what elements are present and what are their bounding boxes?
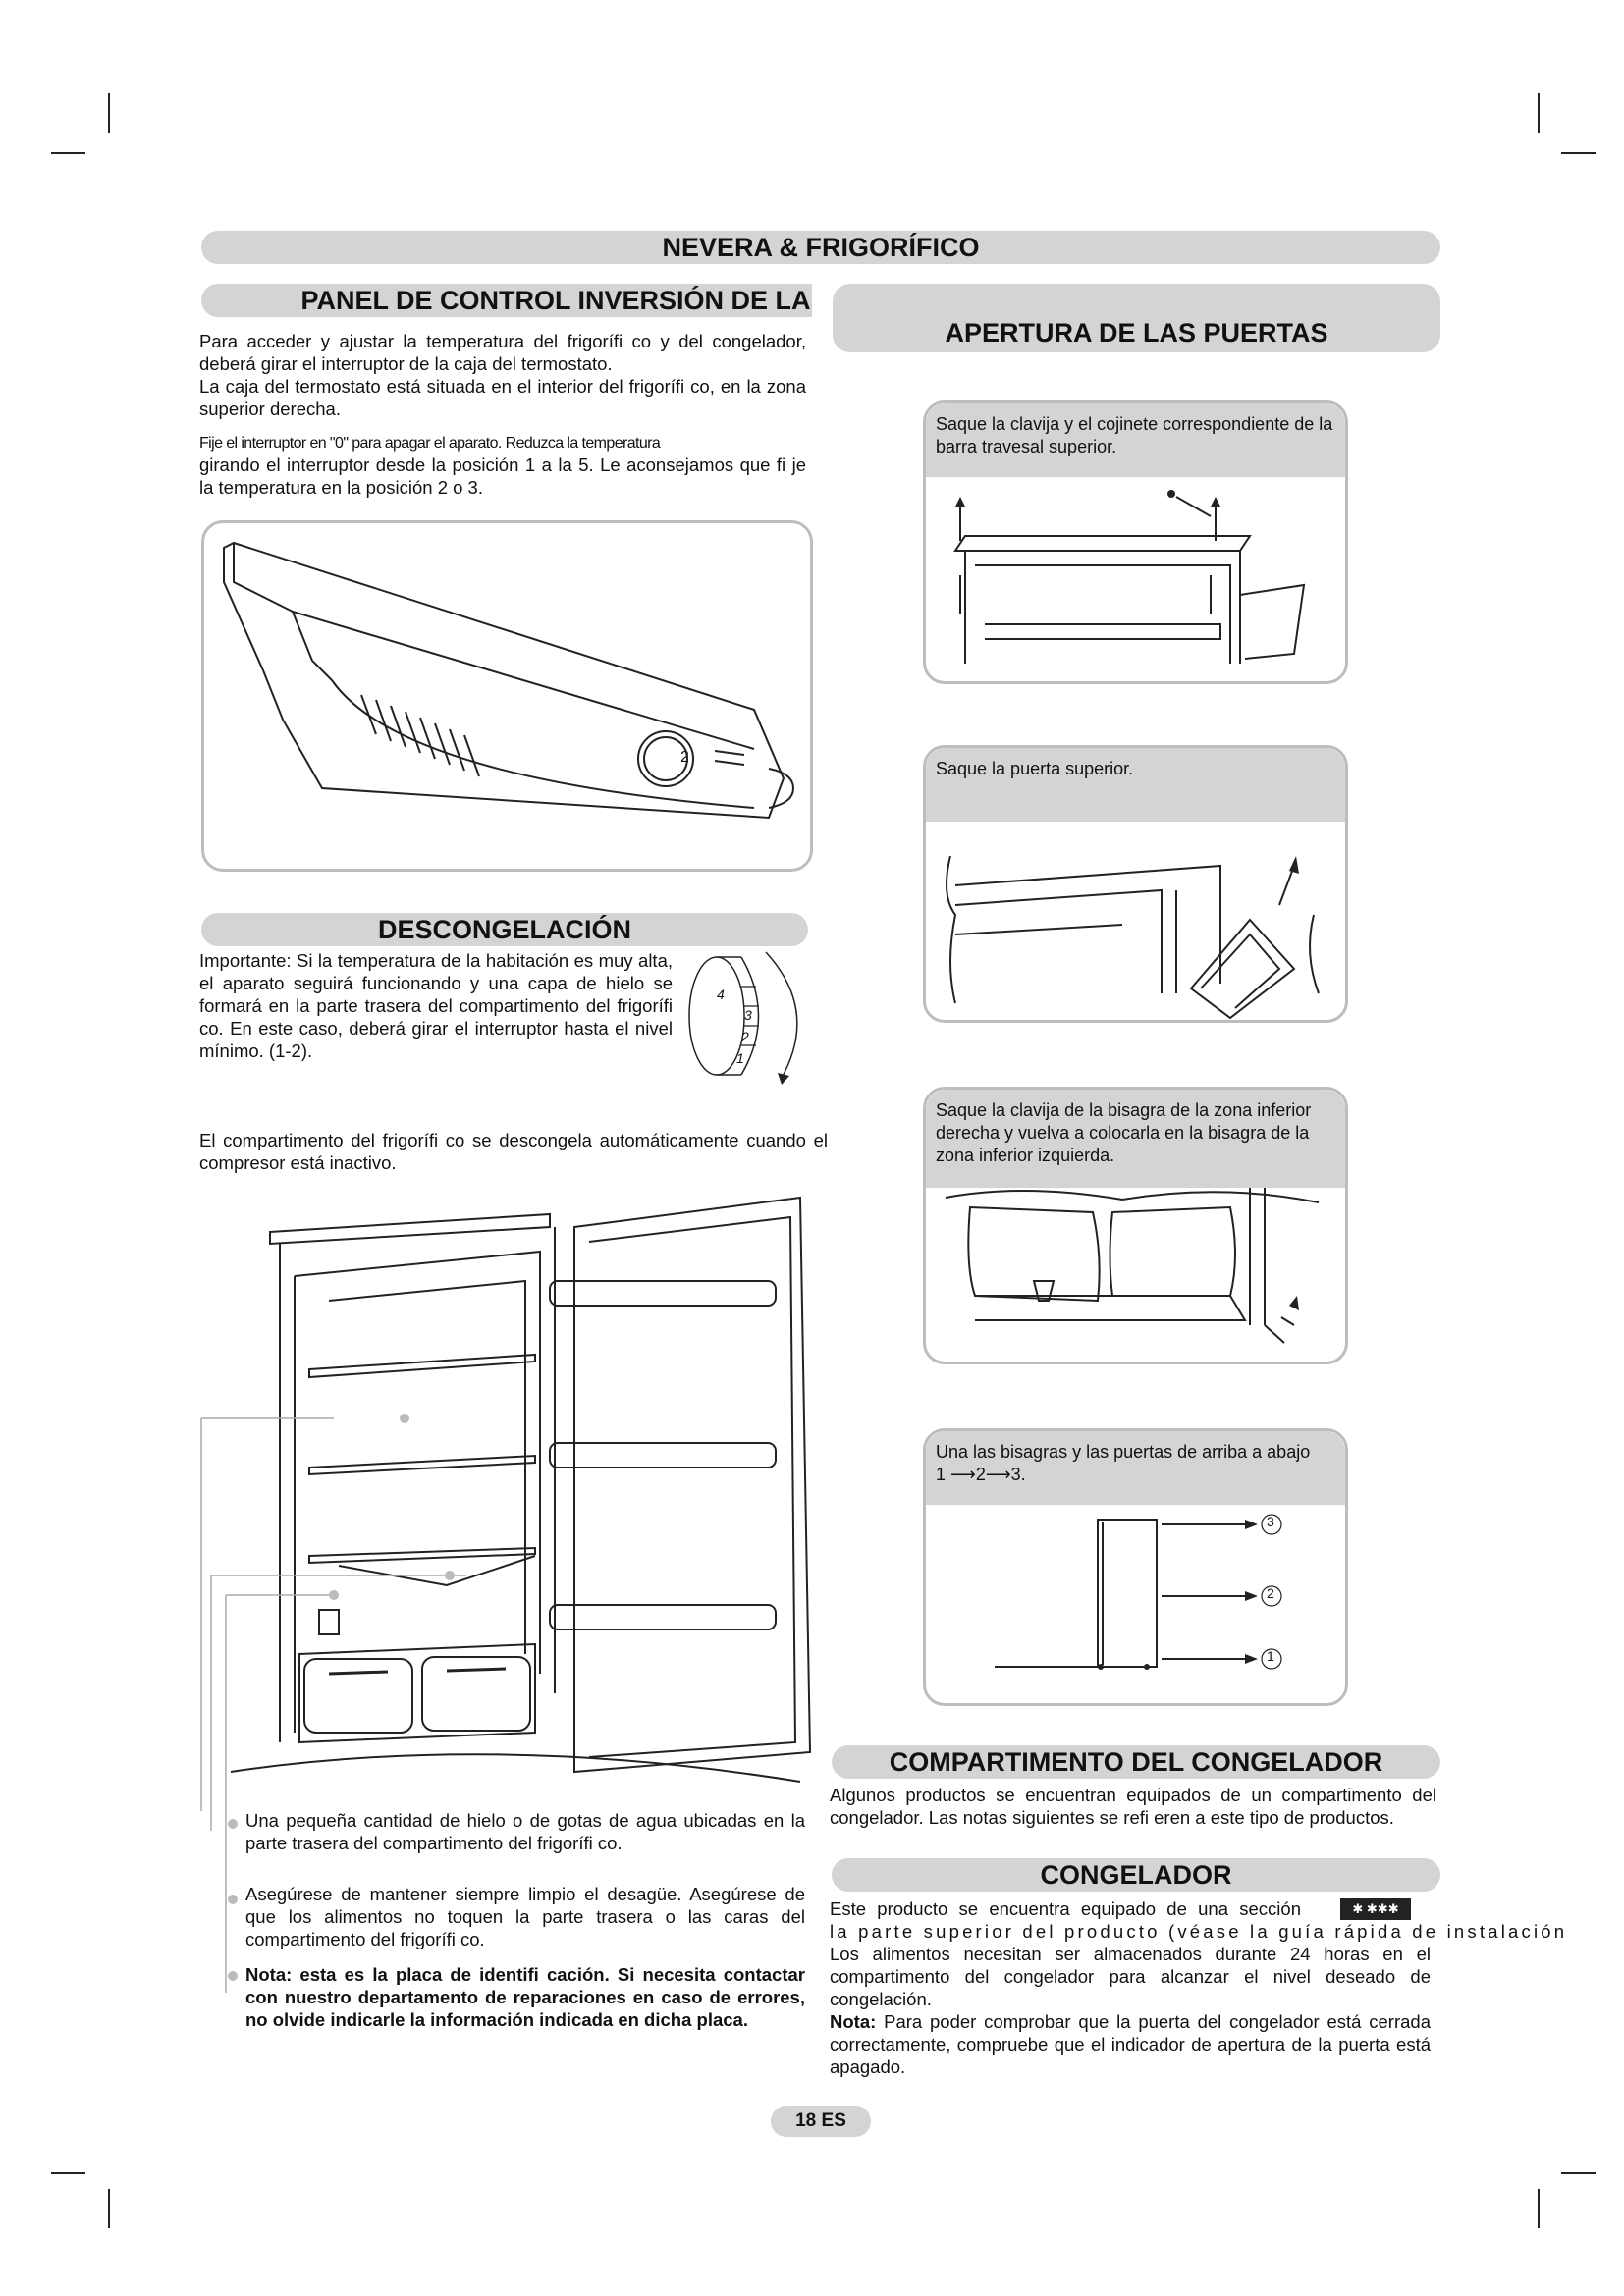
door-step-1-caption: Saque la clavija y el cojinete correspondiente de la barra travesal superior.: [926, 403, 1345, 477]
callout-dot: [400, 1414, 409, 1423]
crop-mark: [1538, 2189, 1540, 2228]
freezer-text-1-content: Este producto se encuentra equipado de una sección: [830, 1898, 1301, 1919]
fridge-interior-drawing: [201, 1183, 820, 1791]
door-step-4-sequence: 1 ⟶2⟶3.: [936, 1465, 1026, 1484]
hinge-label-3: 3: [1267, 1514, 1274, 1529]
freezer-compartment-heading: COMPARTIMENTO DEL CONGELADOR: [832, 1745, 1440, 1779]
thermostat-dial-value: 2: [680, 749, 689, 766]
knob-label-1: 1: [736, 1050, 744, 1066]
doors-heading: [833, 284, 1440, 352]
knob-label-4: 4: [717, 987, 725, 1002]
callout-dot: [445, 1571, 455, 1580]
hinge-label-1: 1: [1267, 1648, 1274, 1664]
door-step-2: [923, 745, 1348, 1023]
control-text-3a: Fije el interruptor en "0" para apagar el aparato. Reduzca la temperatura: [199, 435, 661, 452]
control-text-3b: girando el interruptor desde la posición 1 a la 5. Le aconsejamos que fi je la temperatura en la posición 2 o 3.: [199, 454, 806, 498]
door-step-1-drawing: [926, 403, 1345, 681]
crop-mark: [51, 2172, 85, 2174]
page-number: 18 ES: [771, 2106, 871, 2137]
doors-heading-text: APERTURA DE LAS PUERTAS: [945, 318, 1328, 347]
thermostat-drawing: [204, 523, 810, 869]
hinge-label-2: 2: [1267, 1585, 1274, 1601]
door-step-3-drawing: [926, 1090, 1345, 1362]
door-step-2-drawing: [926, 748, 1345, 1020]
door-step-4: [923, 1428, 1348, 1706]
crop-mark: [108, 93, 110, 133]
door-step-4-drawing: [926, 1431, 1345, 1703]
knob-label-2: 2: [741, 1029, 749, 1044]
defrost-text-2: El compartimento del frigorífi co se descongela automáticamente cuando el compresor está inactivo.: [199, 1130, 828, 1173]
freezer-heading: CONGELADOR: [832, 1858, 1440, 1892]
defrost-heading: DESCONGELACIÓN: [201, 913, 808, 946]
bullet-text-1: Una pequeña cantidad de hielo o de gotas de agua ubicadas en la parte trasera del compartimento del frigorífi co.: [245, 1810, 805, 1853]
freezer-note-label: Nota:: [830, 2011, 877, 2032]
door-step-2-caption: Saque la puerta superior.: [926, 748, 1345, 822]
crop-mark: [1561, 152, 1596, 154]
bullet-marker: [228, 1819, 238, 1829]
freezer-text-2: Los alimentos necesitan ser almacenados durante 24 horas en el compartimento del congelador para alcanzar el nivel deseado de congelación.: [830, 1944, 1431, 2009]
freezer-text-1: [830, 1897, 1380, 1920]
control-text-1: Para acceder y ajustar la temperatura del frigorífi co y del congelador, deberá girar el interruptor de la caja del termostato.: [199, 331, 806, 374]
door-step-4-text: Una las bisagras y las puertas de arriba a abajo: [936, 1442, 1311, 1462]
bullet-marker: [228, 1971, 238, 1981]
crop-mark: [51, 152, 85, 154]
control-text-2: La caja del termostato está situada en el interior del frigorífi co, en la zona superior derecha.: [199, 376, 806, 419]
freezer-note-text: Para poder comprobar que la puerta del congelador está cerrada correctamente, compruebe que el indicador de apertura de la puerta está apagado.: [830, 2011, 1431, 2077]
crop-mark: [1561, 2172, 1596, 2174]
knob-figure: [687, 942, 810, 1090]
freezer-compartment-text: Algunos productos se encuentran equipados de un compartimento del congelador. Las notas siguientes se refi eren a este tipo de productos.: [830, 1785, 1436, 1828]
fridge-interior-figure: [201, 1183, 820, 1791]
crop-mark: [1538, 93, 1540, 133]
freezer-text-1b: la parte superior del producto (véase la guía rápida de instalación: [830, 1921, 1568, 1942]
bullet-text-2: Asegúrese de mantener siempre limpio el desagüe. Asegúrese de que los alimentos no toquen la parte trasera o las caras del compartimento del frigorífi co.: [245, 1884, 805, 1949]
defrost-text-1: Importante: Si la temperatura de la habitación es muy alta, el aparato seguirá funcionando y una capa de hielo se formará en la parte trasera del compartimento del frigorífi co. En este caso, deberá girar el interruptor hasta el nivel mínimo. (1-2).: [199, 950, 673, 1061]
knob-label-3: 3: [744, 1007, 752, 1023]
freezer-note: [830, 2010, 1431, 2078]
door-step-3-caption: Saque la clavija de la bisagra de la zona inferior derecha y vuelva a colocarla en la bisagra de la zona inferior izquierda.: [926, 1090, 1345, 1188]
thermostat-figure: [201, 520, 813, 872]
door-step-1: [923, 400, 1348, 684]
bullet-text-3: Nota: esta es la placa de identifi cación. Si necesita contactar con nuestro departamento de reparaciones en caso de errores, no olvide indicarle la información indicada en dicha placa.: [245, 1964, 805, 2030]
control-panel-heading-text: PANEL DE CONTROL INVERSIÓN DE LA: [300, 286, 811, 315]
bullet-marker: [228, 1895, 238, 1904]
freezer-star-badge: ✱ ✱✱✱: [1340, 1898, 1411, 1920]
door-step-3: [923, 1087, 1348, 1364]
page-title: NEVERA & FRIGORÍFICO: [201, 231, 1440, 264]
control-panel-heading: [201, 284, 812, 317]
crop-mark: [108, 2189, 110, 2228]
callout-dot: [329, 1590, 339, 1600]
